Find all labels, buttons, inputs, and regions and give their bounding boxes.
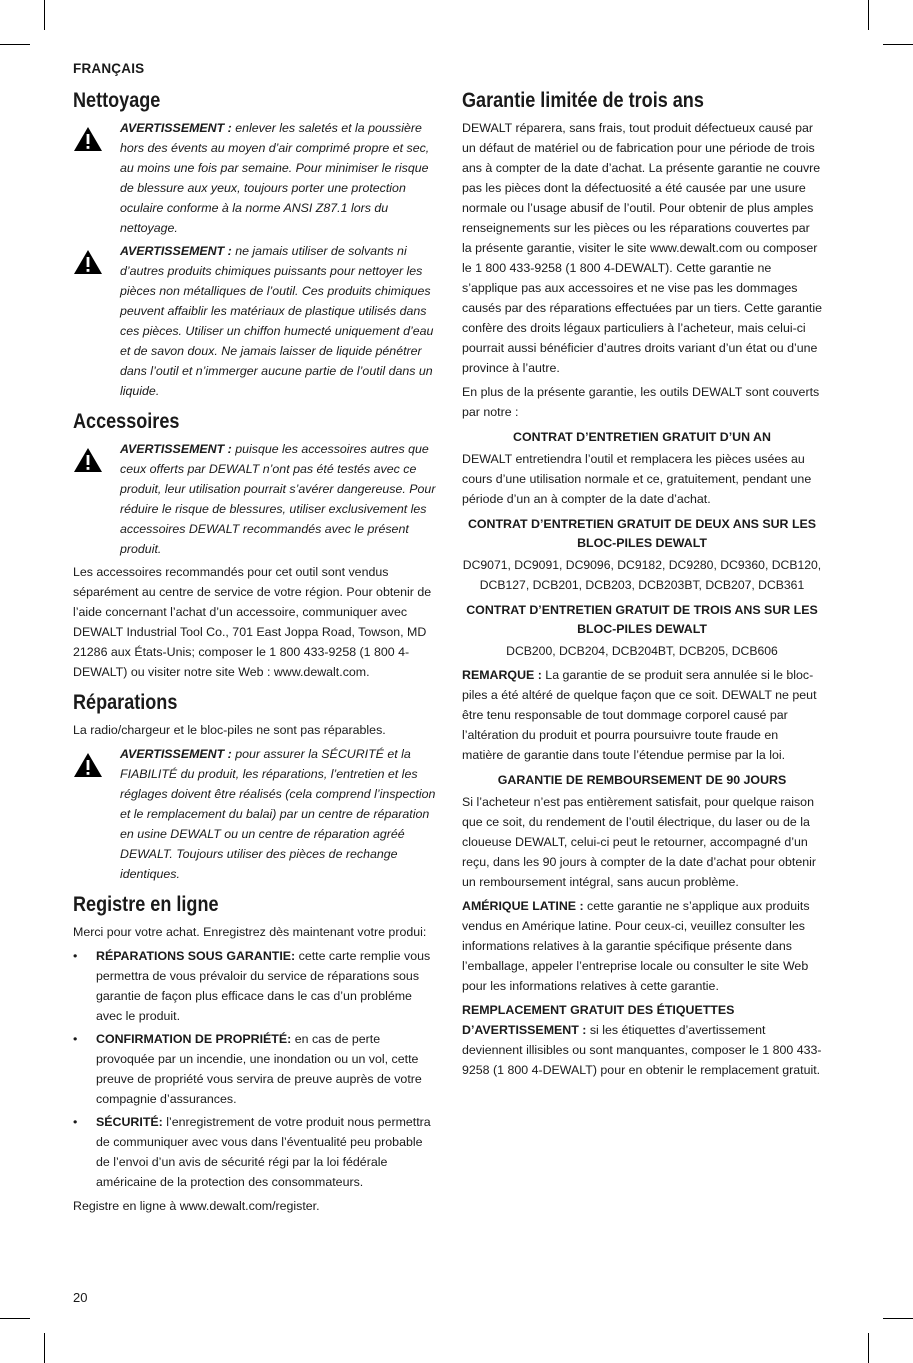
subheading: CONTRAT D’ENTRETIEN GRATUIT DE TROIS ANS SUR LES BLOC-PILES DEWALT	[466, 603, 818, 636]
section-title-accessories: Accessoires	[73, 410, 180, 433]
section-title-repairs: Réparations	[73, 691, 178, 714]
warning-block	[73, 744, 437, 884]
warning-triangle-icon	[73, 118, 120, 238]
repairs-intro: La radio/chargeur et le bloc-piles ne sont pas réparables.	[73, 723, 386, 737]
warning-block	[73, 439, 437, 559]
registration-list	[73, 946, 437, 1192]
warning-text: AVERTISSEMENT : pour assurer la SÉCURITÉ et la FIABILITÉ du produit, les réparations, l’entretien et les réglages doivent être réalisés (cela comprend l’inspection et le remplacement du balai) par un centre de réparation en usine DEWALT ou un centre de réparation agréé DEWALT. Toujours utiliser des pièces de rechange identiques.	[120, 747, 436, 881]
warning-block	[73, 241, 437, 401]
crop-mark	[868, 0, 869, 30]
crop-mark	[868, 1333, 869, 1363]
registration-outro: Registre en ligne à www.dewalt.com/register.	[73, 1199, 320, 1213]
section-title-cleaning: Nettoyage	[73, 89, 161, 112]
warranty-paragraph: DEWALT réparera, sans frais, tout produit défectueux causé par un défaut de matériel ou de fabrication pour une période de trois ans à compter de la date d’achat. La présente garantie ne couvre pas les pièces dont la défectuosité a été causée par une usure normale ou l’usage abusif de l’outil. Pour obtenir de plus amples renseignements sur les pièces ou les réparations couvertes par la présente garantie, visiter le site www.dewalt.com ou composer le 1 800 433-9258 (1 800 4-DEWALT). Cette garantie ne s’applique pas aux accessoires et ne vise pas les dommages causés par des réparations effectuées par un tiers. Cette garantie confère des droits légaux particuliers à l’acheteur, mais celui-ci pourrait aussi bénéficier d’autres droits variant d’un état ou d’une province à l’autre.	[462, 121, 822, 375]
warning-triangle-icon	[73, 744, 120, 884]
model-list: DCB200, DCB204, DCB204BT, DCB205, DCB606	[506, 644, 778, 658]
warning-block	[73, 118, 437, 238]
latam-paragraph: AMÉRIQUE LATINE : cette garantie ne s’applique aux produits vendus en Amérique latine. Pour ceux-ci, veuillez consulter les informations relatives à la garantie spécifique présente dans l’emballage, appeler l’entreprise locale ou consulter le site Web pour les informations relatives à cette garantie.	[462, 899, 810, 993]
warranty-paragraph: Si l’acheteur n’est pas entièrement satisfait, pour quelque raison que ce soit, du rendement de l’outil électrique, du laser ou de la cloueuse DEWALT, celui-ci peut le retourner, accompagné d’un reçu, dans les 90 jours à compter de la date d’achat pour obtenir un remboursement intégral, sans aucun problème.	[462, 795, 817, 889]
warning-text: AVERTISSEMENT : ne jamais utiliser de solvants ni d’autres produits chimiques puissants pour nettoyer les pièces non métalliques de l’outil. Ces produits chimiques peuvent affaiblir les matériaux de plastique utilisés dans ces pièces. Utiliser un chiffon humecté uniquement d’eau et de savon doux. Ne jamais laisser de liquide pénétrer dans l’outil et n’immerger aucune partie de l’outil dans un liquide.	[120, 244, 434, 398]
left-column	[73, 88, 437, 1220]
model-list: DC9071, DC9091, DC9096, DC9182, DC9280, DC9360, DCB120, DCB127, DCB201, DCB203, DCB203BT, DCB207, DCB361	[462, 558, 822, 592]
subheading: CONTRAT D’ENTRETIEN GRATUIT DE DEUX ANS SUR LES BLOC-PILES DEWALT	[467, 517, 817, 550]
subheading: GARANTIE DE REMBOURSEMENT DE 90 JOURS	[497, 773, 787, 787]
list-item: • SÉCURITÉ: l’enregistrement de votre produit nous permettra de communiquer avec vous dans l’éventualité peu probable de l’envoi d’un avis de sécurité régi par la loi fédérale américaine de la protection des consommateurs.	[73, 1115, 431, 1189]
warning-text: AVERTISSEMENT : puisque les accessoires autres que ceux offerts par DEWALT n’ont pas été testés avec ce produit, leur utilisation pourrait s’avérer dangereuse. Pour réduire le risque de blessures, utiliser exclusivement les accessoires DEWALT recommandés avec le présent produit.	[120, 442, 436, 556]
warning-triangle-icon	[73, 439, 120, 559]
note-paragraph: REMARQUE : La garantie de se produit sera annulée si le bloc-piles a été altéré de quelque façon que ce soit. DEWALT ne peut être tenu responsable de tout dommage corporel causé par l’altération du produit et pourra poursuivre toute fraude en matière de garantie dans toute l’étendue permise par la loi.	[462, 668, 817, 762]
right-column	[462, 88, 822, 1084]
warning-text: AVERTISSEMENT : enlever les saletés et la poussière hors des évents au moyen d’air comprimé propre et sec, au moins une fois par semaine. Pour minimiser le risque de blessure aux yeux, toujours porter une protection oculaire conforme à la norme ANSI Z87.1 lors du nettoyage.	[120, 121, 430, 235]
registration-intro: Merci pour votre achat. Enregistrez dès maintenant votre produi:	[73, 925, 427, 939]
warranty-paragraph: DEWALT entretiendra l’outil et remplacera les pièces usées au cours d’une utilisation normale et ce, gratuitement, pendant une période d’un an à compter de la date d’achat.	[462, 452, 812, 506]
crop-mark	[44, 1333, 45, 1363]
crop-mark	[883, 1318, 913, 1319]
crop-mark	[0, 1318, 30, 1319]
labels-paragraph: REMPLACEMENT GRATUIT DES ÉTIQUETTES D’AVERTISSEMENT : si les étiquettes d’avertissement deviennent illisibles ou sont manquantes, composer le 1 800 433-9258 (1 800 4-DEWALT) pour en obtenir le remplacement gratuit.	[462, 1003, 822, 1077]
warranty-paragraph: En plus de la présente garantie, les outils DEWALT sont couverts par notre :	[462, 385, 820, 419]
language-label: FRANÇAIS	[73, 61, 145, 76]
crop-mark	[44, 0, 45, 30]
section-title-registration: Registre en ligne	[73, 893, 219, 916]
warning-triangle-icon	[73, 241, 120, 401]
page-number: 20	[73, 1290, 88, 1305]
list-item: • RÉPARATIONS SOUS GARANTIE: cette carte remplie vous permettra de vous prévaloir du service de réparations sous garantie de façon plus efficace dans le cas d’un probléme avec le produit.	[73, 949, 431, 1023]
subheading: CONTRAT D’ENTRETIEN GRATUIT D’UN AN	[513, 430, 771, 444]
accessories-body: Les accessoires recommandés pour cet outil sont vendus séparément au centre de service de votre région. Pour obtenir de l’aide concernant l’achat d’un accessoire, communiquer avec DEWALT Industrial Tool Co., 701 East Joppa Road, Towson, MD 21286 aux États-Unis; composer le 1 800 433-9258 (1 800 4-DEWALT) ou visiter notre site Web : www.dewalt.com.	[73, 565, 432, 679]
section-title-warranty: Garantie limitée de trois ans	[462, 89, 704, 112]
crop-mark	[0, 44, 30, 45]
list-item: • CONFIRMATION DE PROPRIÉTÉ: en cas de perte provoquée par un incendie, une inondation ou un vol, cette preuve de propriété vous servira de preuve auprès de votre compagnie d’assurances.	[73, 1032, 422, 1106]
crop-mark	[883, 44, 913, 45]
